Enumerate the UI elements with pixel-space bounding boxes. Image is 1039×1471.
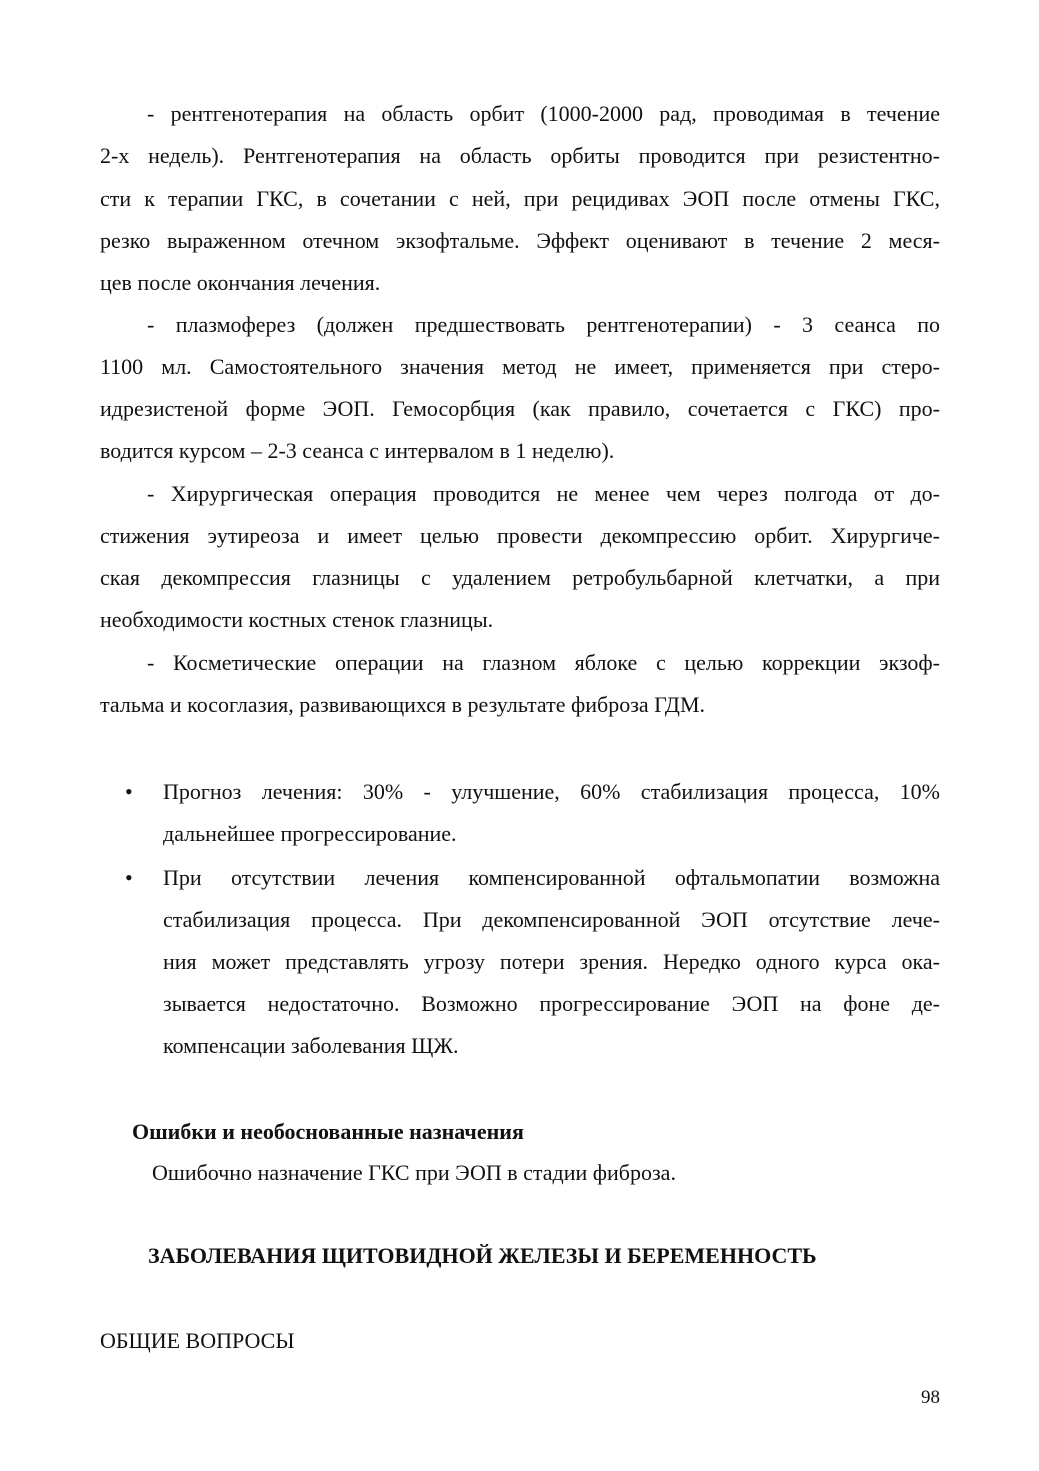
text-line: компенсации заболевания ЩЖ. xyxy=(163,1033,459,1058)
text-line: ская декомпрессия глазницы с удалением ретробульбарной клетчатки, а при xyxy=(100,565,940,590)
text-line: Прогноз лечения: 30% - улучшение, 60% стабилизация процесса, 10% xyxy=(163,779,940,804)
text-line: 1100 мл. Самостоятельного значения метод не имеет, применяется при стеро- xyxy=(100,354,940,379)
bullet-icon: • xyxy=(125,865,133,890)
page-number: 98 xyxy=(921,1387,940,1408)
text-line: стижения эутиреоза и имеет целью провести декомпрессию орбит. Хирургиче- xyxy=(100,523,940,548)
text-line: - Косметические операции на глазном яблоке с целью коррекции экзоф- xyxy=(147,650,940,675)
text-line: стабилизация процесса. При декомпенсированной ЭОП отсутствие лече- xyxy=(163,907,940,932)
text-line: - Хирургическая операция проводится не менее чем через полгода от до- xyxy=(147,481,940,506)
errors-text: Ошибочно назначение ГКС при ЭОП в стадии фиброза. xyxy=(152,1160,676,1185)
bullet-icon: • xyxy=(125,779,133,804)
text-line: тальма и косоглазия, развивающихся в результате фиброза ГДМ. xyxy=(100,692,705,717)
text-line: 2-х недель). Рентгенотерапия на область орбиты проводится при резистентно- xyxy=(100,143,940,168)
text-line: дальнейшее прогрессирование. xyxy=(163,821,457,846)
text-line: сти к терапии ГКС, в сочетании с ней, при рецидивах ЭОП после отмены ГКС, xyxy=(100,186,940,211)
text-line: водится курсом – 2-3 сеанса с интервалом в 1 неделю). xyxy=(100,438,615,463)
text-line: резко выраженном отечном экзофтальме. Эффект оценивают в течение 2 меся- xyxy=(100,228,940,253)
subsection-title: ОБЩИЕ ВОПРОСЫ xyxy=(100,1328,295,1353)
text-line: При отсутствии лечения компенсированной офтальмопатии возможна xyxy=(163,865,940,890)
text-line: - рентгенотерапия на область орбит (1000-2000 рад, проводимая в течение xyxy=(147,101,940,126)
text-line: идрезистеной форме ЭОП. Гемосорбция (как правило, сочетается с ГКС) про- xyxy=(100,396,940,421)
text-line: цев после окончания лечения. xyxy=(100,270,381,295)
text-line: зывается недостаточно. Возможно прогрессирование ЭОП на фоне де- xyxy=(163,991,940,1016)
errors-heading: Ошибки и необоснованные назначения xyxy=(132,1119,524,1144)
text-line: ния может представлять угрозу потери зрения. Нередко одного курса ока- xyxy=(163,949,940,974)
text-line: - плазмоферез (должен предшествовать рентгенотерапии) - 3 сеанса по xyxy=(147,312,940,337)
section-title: ЗАБОЛЕВАНИЯ ЩИТОВИДНОЙ ЖЕЛЕЗЫ И БЕРЕМЕННОСТЬ xyxy=(148,1243,817,1268)
text-line: необходимости костных стенок глазницы. xyxy=(100,607,494,632)
